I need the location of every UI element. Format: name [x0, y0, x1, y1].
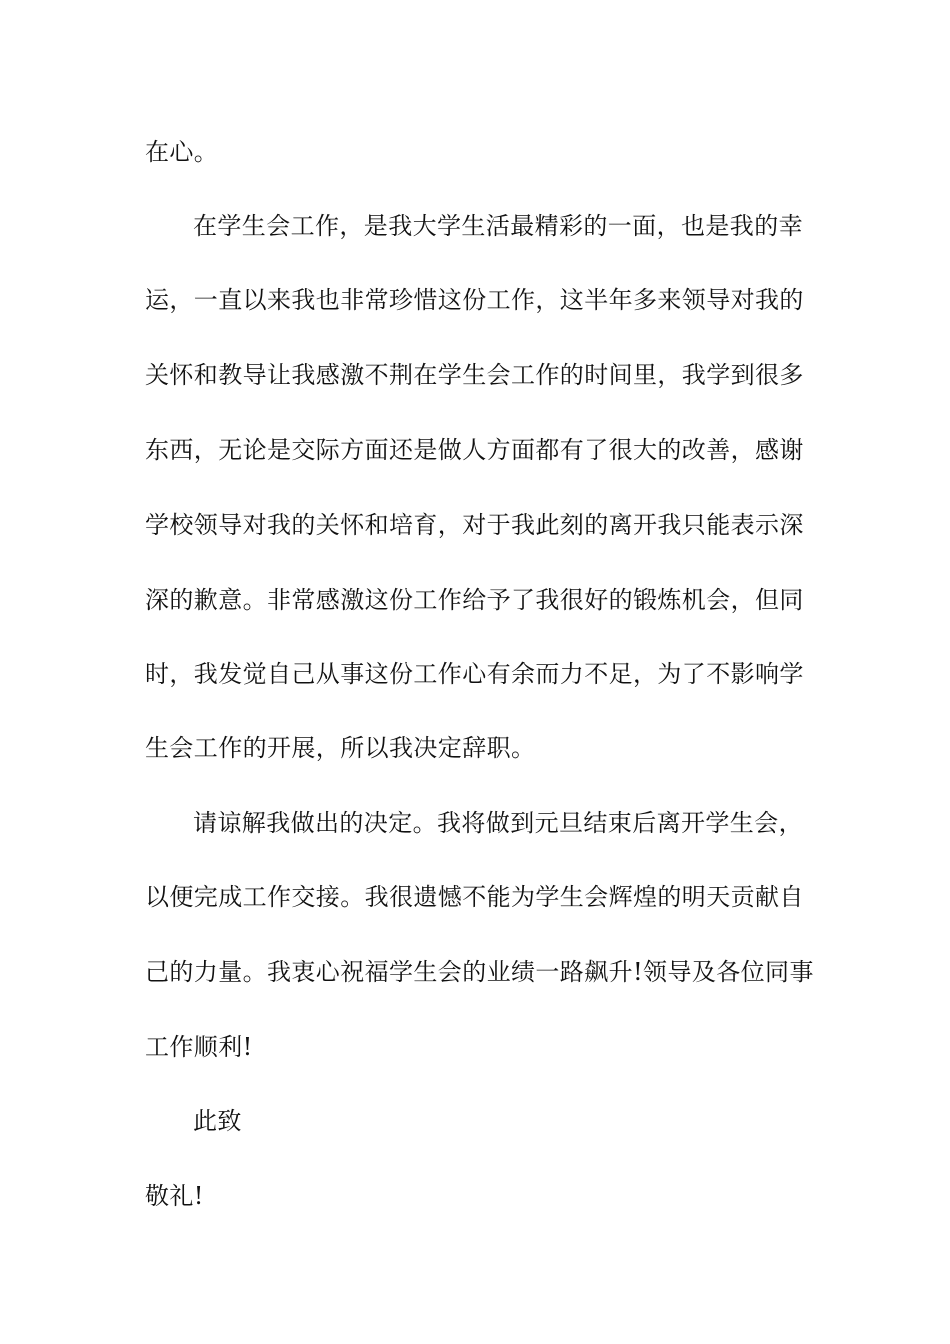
text-line: 以便完成工作交接。我很遗憾不能为学生会辉煌的明天贡献自	[145, 883, 804, 911]
text-line: 关怀和教导让我感激不荆在学生会工作的时间里，我学到很多	[145, 361, 804, 389]
closing-salutation: 此致	[193, 1107, 242, 1135]
paragraph-first-line: 在学生会工作，是我大学生活最精彩的一面，也是我的幸	[193, 212, 803, 240]
text-line: 运，一直以来我也非常珍惜这份工作，这半年多来领导对我的	[145, 286, 804, 314]
closing-regards: 敬礼!	[145, 1182, 204, 1210]
text-line: 东西，无论是交际方面还是做人方面都有了很大的改善，感谢	[145, 436, 804, 464]
text-line: 生会工作的开展，所以我决定辞职。	[145, 734, 536, 762]
text-line: 工作顺利!	[145, 1033, 253, 1061]
text-line: 学校领导对我的关怀和培育，对于我此刻的离开我只能表示深	[145, 511, 804, 539]
paragraph-first-line: 请谅解我做出的决定。我将做到元旦结束后离开学生会，	[193, 809, 803, 837]
text-line: 在心。	[145, 138, 219, 166]
text-line: 深的歉意。非常感激这份工作给予了我很好的锻炼机会，但同	[145, 586, 804, 614]
text-line: 时，我发觉自己从事这份工作心有余而力不足，为了不影响学	[145, 660, 804, 688]
text-line: 己的力量。我衷心祝福学生会的业绩一路飙升!领导及各位同事	[145, 958, 814, 986]
